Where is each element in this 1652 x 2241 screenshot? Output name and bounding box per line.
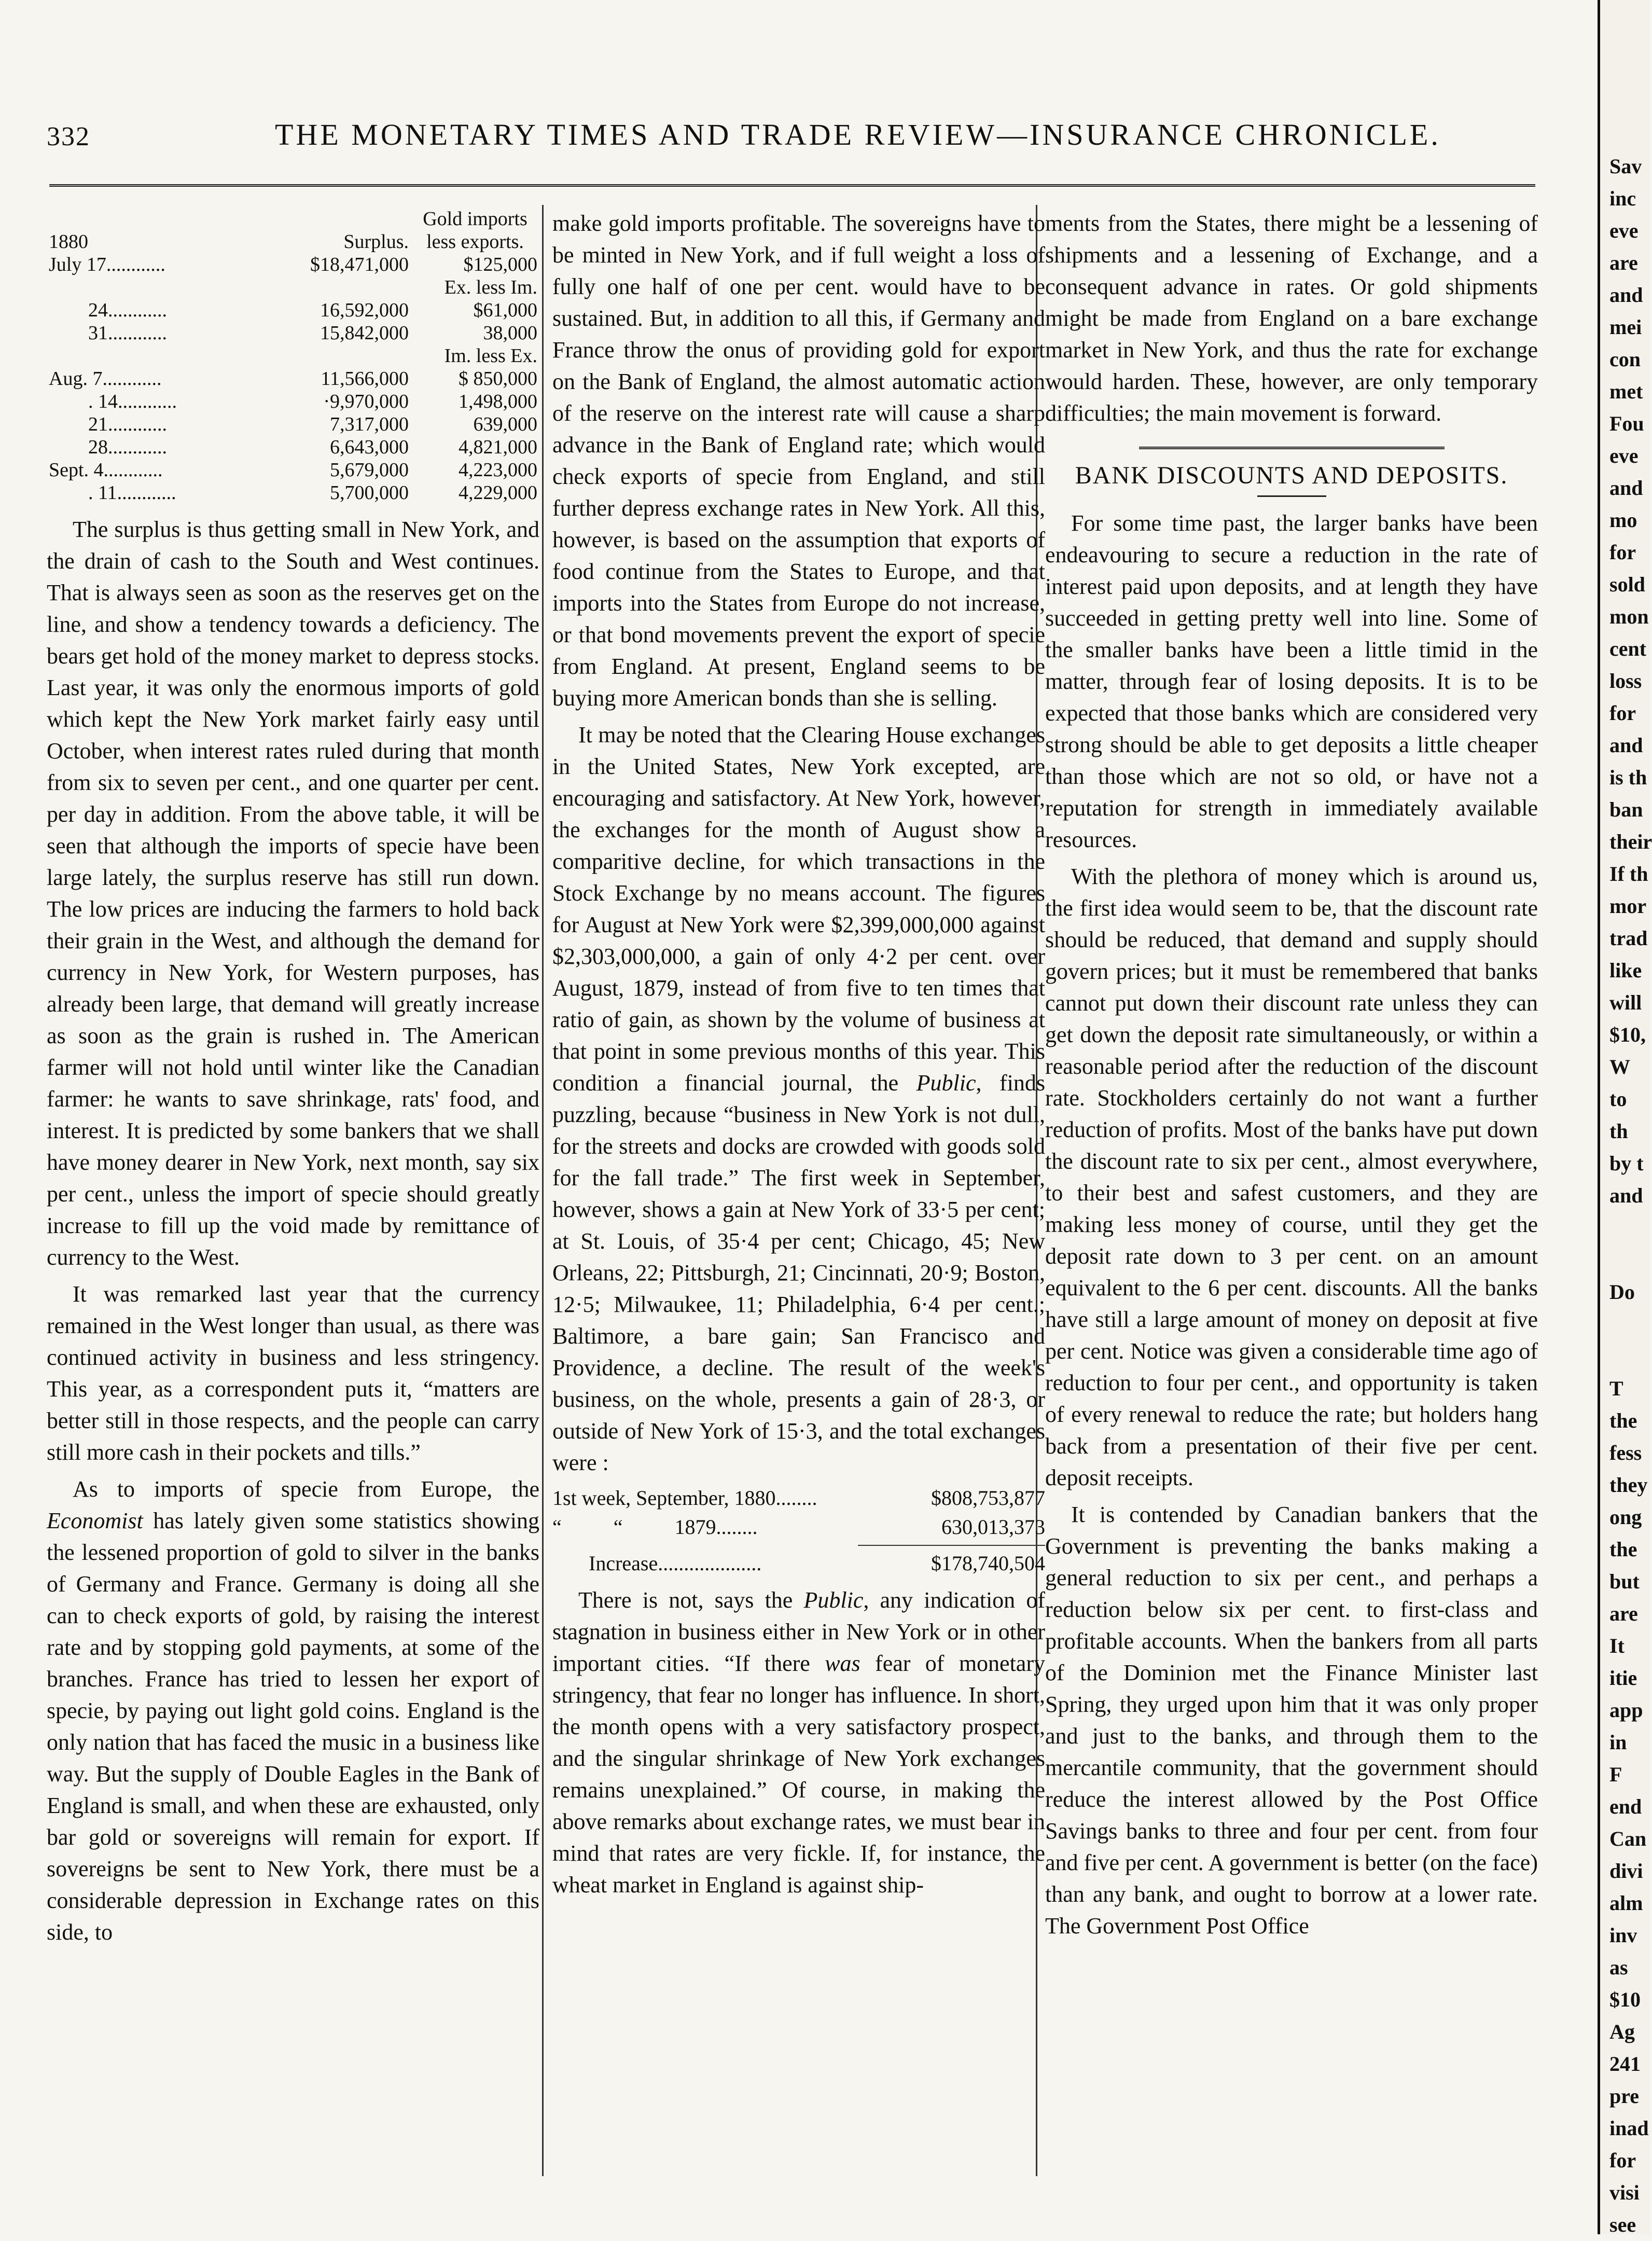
table-row bbox=[47, 344, 539, 367]
table-row bbox=[47, 481, 539, 504]
facing-page-edge bbox=[1598, 0, 1650, 2234]
edge-fragment: It bbox=[1609, 1634, 1625, 1657]
edge-fragment: for bbox=[1609, 2149, 1636, 2172]
row-value: $808,753,877 bbox=[931, 1486, 1045, 1510]
table-cell-gold: 38,000 bbox=[483, 322, 537, 344]
edge-fragment: mei bbox=[1609, 315, 1642, 339]
page-number: 332 bbox=[47, 122, 90, 151]
table-cell-surplus: 16,592,000 bbox=[320, 299, 409, 321]
table-cell-date: Sept. 4............ bbox=[49, 459, 163, 481]
paragraph: For some time past, the larger banks have been endeavouring to secure a reduction in the rate of interest paid upon deposits, and at length they have succeeded in getting pretty well into line. Some of the smaller banks have been a little timid in the matter, through fear of losing deposits. It is to be expected that those banks which are considered very strong should be able to get deposits a little cheaper than those which are not so old, or have not a reputation for strength in immediately available resources. bbox=[1045, 510, 1538, 852]
table-cell-date bbox=[47, 276, 252, 299]
edge-fragment: Sav bbox=[1609, 155, 1642, 178]
table-row bbox=[47, 276, 539, 299]
table-row bbox=[47, 299, 539, 322]
edge-fragment: and bbox=[1609, 1184, 1643, 1207]
edge-fragment: mo bbox=[1609, 508, 1637, 532]
table-cell-gold: $125,000 bbox=[463, 254, 537, 275]
edge-fragment: app bbox=[1609, 1698, 1643, 1722]
edge-fragment: cent bbox=[1609, 637, 1647, 660]
edge-fragment: visi bbox=[1609, 2181, 1640, 2204]
table-row bbox=[47, 436, 539, 459]
edge-fragment: eve bbox=[1609, 219, 1639, 242]
edge-fragment: will bbox=[1609, 991, 1642, 1014]
edge-fragment: T bbox=[1609, 1377, 1623, 1400]
table-row bbox=[552, 1484, 1045, 1513]
italic-title: Economist bbox=[47, 1508, 143, 1533]
table-cell-date: 21............ bbox=[88, 413, 167, 435]
table-cell-gold: 1,498,000 bbox=[459, 391, 537, 412]
edge-fragment: $10, bbox=[1609, 1023, 1646, 1046]
table-cell-date: . 11............ bbox=[88, 482, 176, 504]
paragraph: It was remarked last year that the currency remained in the West longer than usual, as there was continued activity in business and less stringency. This year, as a correspondent puts it, “matters are better still in those respects, and the people can carry still more cash in their pockets and tills.” bbox=[47, 1281, 539, 1465]
surplus-table bbox=[47, 208, 539, 504]
edge-fragment: ong bbox=[1609, 1505, 1642, 1529]
table-cell-date: 24............ bbox=[88, 299, 167, 321]
table-row bbox=[47, 322, 539, 344]
table-cell-gold: 639,000 bbox=[473, 413, 537, 435]
edge-fragment: are bbox=[1609, 251, 1638, 274]
edge-fragment: they bbox=[1609, 1473, 1648, 1497]
table-row bbox=[47, 253, 539, 276]
table-cell-gold: 4,821,000 bbox=[459, 436, 537, 458]
row-label: 1st week, September, 1880........ bbox=[552, 1486, 817, 1510]
table-cell-surplus: 5,700,000 bbox=[330, 482, 409, 504]
paragraph: It may be noted that the Clearing House exchanges in the United States, New York excepted, are encouraging and satisfactory. At New York, however, the exchanges for the month of August show a comparitive decline, for which transactions in the Stock Exchange by no means account. The figures for August at New York were $2,399,000,000 against $2,303,000,000, a gain of only 4·2 per cent. over August, 1879, instead of from five to ten times that ratio of gain, as shown by the volume of business at that point in some previous months of this year. This condition a financial journal, the Public, finds puzzling, because “business in New York is not dull, for the streets and docks are crowded with goods sold for the fall trade.” The first week in September, however, shows a gain at New York of 33·5 per cent; at St. Louis, of 35·4 per cent; Chicago, 45; New Orleans, 22; Pittsburgh, 21; Cincinnati, 20·9; Boston, 12·5; Milwaukee, 11; Philadelphia, 6·4 per cent.; Baltimore, a bare gain; San Francisco and Providence, a decline. The result of the week's business, on the whole, presents a gain of 28·3, or outside of New York of 15·3, and the total exchanges were : bbox=[552, 722, 1046, 1475]
column-2 bbox=[552, 208, 1045, 2189]
edge-fragment: but bbox=[1609, 1570, 1640, 1593]
italic-title: Public bbox=[803, 1587, 864, 1613]
edge-fragment: Do bbox=[1609, 1280, 1635, 1304]
edge-fragment: by t bbox=[1609, 1152, 1644, 1175]
edge-fragment: con bbox=[1609, 348, 1641, 371]
paragraph: It is contended by Canadian bankers that the Government is preventing the banks making a general reduction to six per cent., and perhaps a reduction below six per cent. to first-class and profitable accounts. When the bankers from all parts of the Dominion met the Finance Minister last Spring, they urged upon him that it was only proper and just to the banks, and through them to the mercantile community, that the government should reduce the interest allowed by the Post Office Savings banks to three and four per cent. from four and five per cent. A government is better (on the face) than any bank, and ought to borrow at a lower rate. The Government Post Office bbox=[1045, 1502, 1538, 1939]
column-1 bbox=[47, 208, 539, 2189]
edge-fragment: alm bbox=[1609, 1891, 1643, 1915]
table-cell-surplus: 7,317,000 bbox=[330, 413, 409, 435]
edge-fragment: sold bbox=[1609, 573, 1645, 596]
edge-fragment: $10 bbox=[1609, 1988, 1641, 2011]
section-double-rule bbox=[1139, 447, 1445, 449]
table-cell-surplus: 11,566,000 bbox=[321, 368, 409, 390]
edge-fragment: pre bbox=[1609, 2084, 1640, 2108]
table-cell-gold: $61,000 bbox=[473, 299, 537, 321]
edge-fragment: inv bbox=[1609, 1924, 1637, 1947]
table-row bbox=[47, 459, 539, 481]
edge-fragment: 241 bbox=[1609, 2052, 1641, 2076]
row-label: “ “ 1879........ bbox=[552, 1515, 758, 1539]
edge-fragment: inc bbox=[1609, 187, 1636, 210]
table-cell-date: July 17............ bbox=[49, 254, 165, 275]
edge-fragment: F bbox=[1609, 1763, 1622, 1786]
edge-fragment: end bbox=[1609, 1795, 1642, 1818]
table-cell-gold: 4,223,000 bbox=[459, 459, 537, 481]
table-cell-surplus: ·9,970,000 bbox=[323, 391, 409, 412]
edge-fragment: eve bbox=[1609, 444, 1639, 467]
table-row bbox=[47, 367, 539, 390]
paragraph: make gold imports profitable. The sovereigns have to be minted in New York, and if full weight a loss of fully one half of one per cent. would have to be sustained. But, in addition to all this, if Germany and France throw the onus of providing gold for export on the Bank of England, the almost automatic action of the reserve on the interest rate will cause a sharp advance in the Bank of England rate; which would check exports of specie from England, and still further depress exchange rates in New York. All this, however, is based on the assumption that exports of food continue from the States to Europe, and that imports into the States from Europe do not increase, or that bond movements prevent the export of specie from England. At present, England seems to be buying more American bonds than she is selling. bbox=[552, 211, 1045, 711]
section-heading: BANK DISCOUNTS AND DEPOSITS. bbox=[1075, 462, 1508, 489]
edge-fragment: and bbox=[1609, 283, 1643, 307]
edge-fragment: Can bbox=[1609, 1827, 1647, 1850]
edge-fragment: in bbox=[1609, 1731, 1627, 1754]
table-cell-date bbox=[47, 344, 252, 367]
table-header-surplus: Surplus. bbox=[343, 231, 409, 253]
table-cell-surplus: $18,471,000 bbox=[310, 254, 409, 275]
table-cell-date: 28............ bbox=[88, 436, 167, 458]
row-value: $178,740,504 bbox=[931, 1552, 1045, 1575]
table-row bbox=[47, 413, 539, 436]
edge-fragment: mor bbox=[1609, 894, 1647, 918]
edge-fragment: their bbox=[1609, 830, 1652, 853]
table-cell-date: Aug. 7............ bbox=[49, 368, 162, 390]
edge-fragment: ban bbox=[1609, 798, 1643, 821]
paragraph: There is not, says the Public, any indication of stagnation in business either in New York or in other important cities. “If there was fear of monetary stringency, that fear no longer has influence. In short, the month opens with a very satisfactory prospect, and the singular shrinkage of New York exchanges remains unexplained.” Of course, in making the above remarks about exchange rates, we must bear in mind that rates are very fickle. If, for instance, the wheat market in England is against ship- bbox=[552, 1587, 1045, 1898]
edge-fragment: mon bbox=[1609, 605, 1649, 628]
edge-fragment: itie bbox=[1609, 1666, 1637, 1690]
table-row bbox=[552, 1549, 1045, 1578]
page-header bbox=[36, 110, 1540, 157]
edge-fragment: for bbox=[1609, 701, 1636, 725]
column-divider bbox=[542, 205, 544, 2176]
edge-fragment: trad bbox=[1609, 926, 1648, 950]
table-cell-gold: Ex. less Im. bbox=[444, 276, 537, 298]
edge-fragment: met bbox=[1609, 380, 1643, 403]
table-row bbox=[47, 390, 539, 413]
table-cell-date: . 14............ bbox=[88, 391, 177, 412]
table-cell-date: 31............ bbox=[88, 322, 167, 344]
edge-fragment: as bbox=[1609, 1956, 1628, 1979]
exchanges-table bbox=[552, 1484, 1045, 1578]
table-header-year: 1880 bbox=[49, 231, 88, 253]
sum-rule bbox=[858, 1545, 1045, 1546]
italic-word: was bbox=[825, 1651, 860, 1676]
row-value: 630,013,373 bbox=[941, 1515, 1045, 1539]
edge-fragment: and bbox=[1609, 734, 1643, 757]
edge-fragment: fess bbox=[1609, 1441, 1642, 1464]
table-cell-gold: Im. less Ex. bbox=[444, 345, 537, 367]
edge-fragment: is th bbox=[1609, 766, 1647, 789]
table-cell-gold: $ 850,000 bbox=[459, 368, 537, 390]
edge-fragment: Fou bbox=[1609, 412, 1644, 435]
edge-fragment: If th bbox=[1609, 862, 1648, 886]
edge-fragment: Ag bbox=[1609, 2020, 1635, 2043]
running-head: THE MONETARY TIMES AND TRADE REVIEW—INSURANCE CHRONICLE. bbox=[275, 118, 1441, 151]
edge-fragment: are bbox=[1609, 1602, 1638, 1625]
edge-fragment: W bbox=[1609, 1055, 1630, 1078]
edge-fragment: inad bbox=[1609, 2116, 1649, 2140]
edge-fragment: the bbox=[1609, 1409, 1637, 1432]
paragraph: As to imports of specie from Europe, the Economist has lately given some statistics showing the lessened proportion of gold to silver in the banks of Germany and France. Germany is doing all she can to check exports of gold, by raising the interest rate and by stopping gold payments, at some of the branches. France has tried to lessen her export of specie, by paying out light gold coins. England is the only nation that has faced the music in a business like way. But the supply of Double Eagles in the Bank of England is small, and when these are exhausted, only bar gold or sovereigns will remain for export. If sovereigns be sent to New York, there must be a considerable depression in Exchange rates on this side, to bbox=[47, 1476, 539, 1945]
paragraph: With the plethora of money which is around us, the first idea would seem to be, that the discount rate should be reduced, that demand and supply should govern prices; but it must be remembered that banks cannot put down their discount rate unless they can get down the deposit rate simultaneously, or within a reasonable period after the reduction of the discount rate. Stockholders certainly do not want a further reduction of profits. Most of the banks have put down the discount rate to six per cent., almost everywhere, to their best and safest customers, and they are making less money of course, until they get the deposit rate down to 3 per cent. on an amount equivalent to the 6 per cent. discounts. All the banks have still a large amount of money on deposit at five per cent. Notice was given a considerable time ago of reduction to four per cent., and opportunity is taken of every renewal to reduce the rate; but holders hang back from a presentation of their five per cent. deposit receipts. bbox=[1045, 864, 1538, 1490]
edge-fragment: see bbox=[1609, 2213, 1636, 2236]
section-short-rule bbox=[1257, 495, 1326, 497]
edge-fragment: loss bbox=[1609, 669, 1642, 693]
edge-fragment: for bbox=[1609, 541, 1636, 564]
paragraph: The surplus is thus getting small in New York, and the drain of cash to the South and West continues. That is always seen as soon as the reserves get on the line, and show a tendency towards a deficiency. The bears get hold of the money market to depress stocks. Last year, it was only the enormous imports of gold which kept the New York market fairly easy until October, when interest rates ruled during that month from six to seven per cent., and one quarter per cent. per day in addition. From the above table, it will be seen that although the imports of specie have been large lately, the surplus reserve has still run down. The low prices are inducing the farmers to hold back their grain in the West, and although the demand for currency in New York, for Western purposes, has already been large, that demand will greatly increase as soon as the grain is rushed in. The American farmer will not hold until winter like the Canadian farmer: he wants to save shrinkage, rats' food, and interest. It is predicted by some bankers that we shall have money dearer in New York, next month, say six per cent., unless the import of specie should greatly increase to fill up the void made by remittance of currency to the West. bbox=[47, 517, 539, 1270]
table-cell-surplus: 6,643,000 bbox=[330, 436, 409, 458]
header-double-rule bbox=[49, 184, 1535, 187]
row-label: Increase.................... bbox=[589, 1552, 762, 1575]
edge-fragment: divi bbox=[1609, 1859, 1643, 1883]
edge-fragment: the bbox=[1609, 1538, 1637, 1561]
table-cell-surplus bbox=[252, 344, 411, 367]
edge-fragment: to th bbox=[1609, 1087, 1628, 1143]
table-row bbox=[552, 1513, 1045, 1542]
italic-title: Public bbox=[916, 1070, 976, 1096]
paragraph: ments from the States, there might be a lessening of shipments and a lessening of Exchange, and a consequent advance in rates. Or gold shipments might be made from England on a bare exchange market in New York, and thus the rate for exchange would harden. These, however, are only temporary difficulties; the main movement is forward. bbox=[1045, 211, 1538, 426]
table-cell-surplus: 5,679,000 bbox=[330, 459, 409, 481]
table-header-row bbox=[47, 208, 539, 253]
edge-fragment: and bbox=[1609, 476, 1643, 500]
table-cell-gold: 4,229,000 bbox=[459, 482, 537, 504]
table-cell-surplus bbox=[252, 276, 411, 299]
column-3 bbox=[1045, 208, 1538, 2189]
table-cell-surplus: 15,842,000 bbox=[320, 322, 409, 344]
edge-fragment: like bbox=[1609, 959, 1642, 982]
table-header-gold: Gold imports less exports. bbox=[423, 208, 527, 253]
